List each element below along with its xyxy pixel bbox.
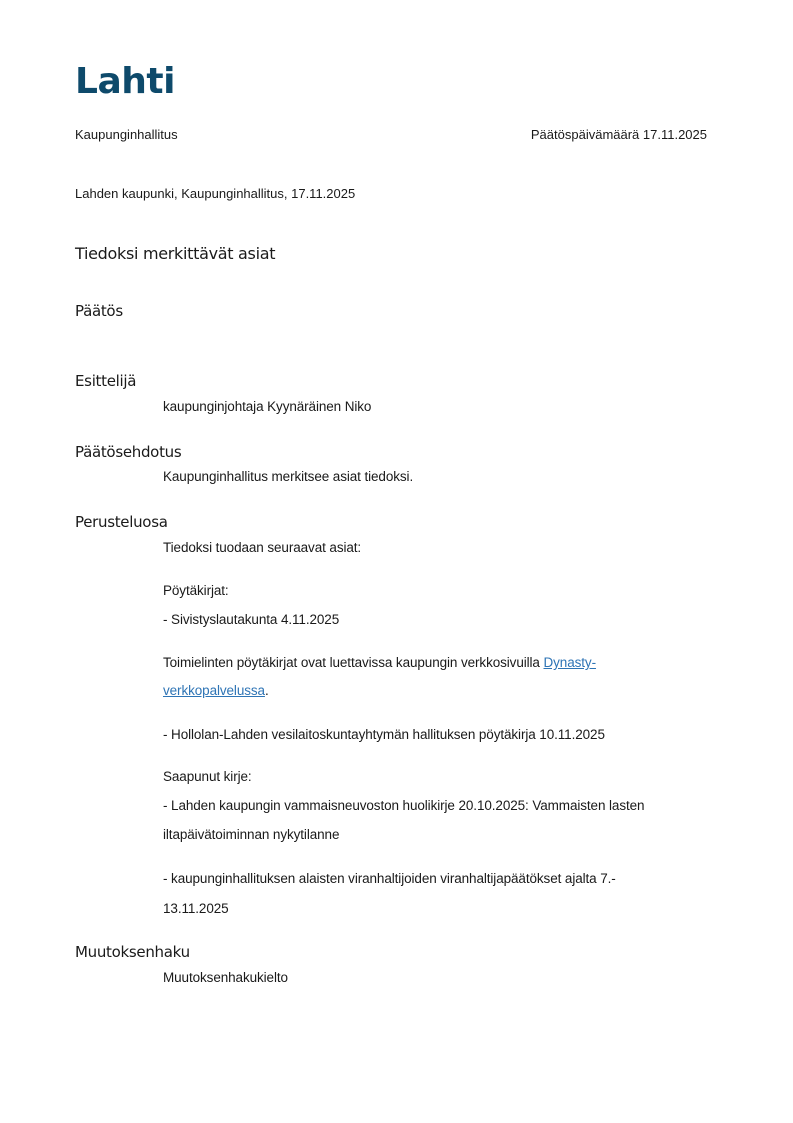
link-sentence-prefix: Toimielinten pöytäkirjat ovat luettavissa kaupungin verkkosivuilla xyxy=(163,655,544,670)
link-sentence-line2 xyxy=(163,683,269,698)
proposal-heading: Päätösehdotus xyxy=(75,443,182,461)
letter-item-line2: iltapäivätoiminnan nykytilanne xyxy=(163,827,340,842)
presenter-text: kaupunginjohtaja Kyynäräinen Niko xyxy=(163,399,372,414)
proposal-text: Kaupunginhallitus merkitsee asiat tiedoksi. xyxy=(163,469,414,484)
link-sentence xyxy=(163,655,596,670)
appeal-heading: Muutoksenhaku xyxy=(75,943,190,961)
rationale-intro: Tiedoksi tuodaan seuraavat asiat: xyxy=(163,540,362,555)
officials-line2: 13.11.2025 xyxy=(163,901,229,916)
appeal-text: Muutoksenhakukielto xyxy=(163,970,288,985)
water-item: - Hollolan-Lahden vesilaitoskuntayhtymän hallituksen pöytäkirja 10.11.2025 xyxy=(163,727,605,742)
minutes-label: Pöytäkirjat: xyxy=(163,583,229,598)
dynasty-link[interactable]: Dynasty- xyxy=(543,655,596,670)
link-sentence-suffix: . xyxy=(264,683,269,698)
organ-name: Kaupunginhallitus xyxy=(75,127,178,142)
page-title: Tiedoksi merkittävät asiat xyxy=(75,244,276,263)
meeting-line: Lahden kaupunki, Kaupunginhallitus, 17.11.2025 xyxy=(75,186,356,201)
decision-heading: Päätös xyxy=(75,302,123,320)
officials-line1: - kaupunginhallituksen alaisten viranhaltijoiden viranhaltijapäätökset ajalta 7.- xyxy=(163,871,616,886)
presenter-heading: Esittelijä xyxy=(75,372,137,390)
minutes-item: - Sivistyslautakunta 4.11.2025 xyxy=(163,612,340,627)
lahti-logo: Lahti xyxy=(75,61,175,102)
dynasty-link-continued[interactable]: verkkopalvelussa xyxy=(163,683,265,698)
letter-label: Saapunut kirje: xyxy=(163,769,252,784)
letter-item-line1: - Lahden kaupungin vammaisneuvoston huolikirje 20.10.2025: Vammaisten lasten xyxy=(163,798,645,813)
decision-date: Päätöspäivämäärä 17.11.2025 xyxy=(530,127,707,142)
rationale-heading: Perusteluosa xyxy=(75,513,168,531)
